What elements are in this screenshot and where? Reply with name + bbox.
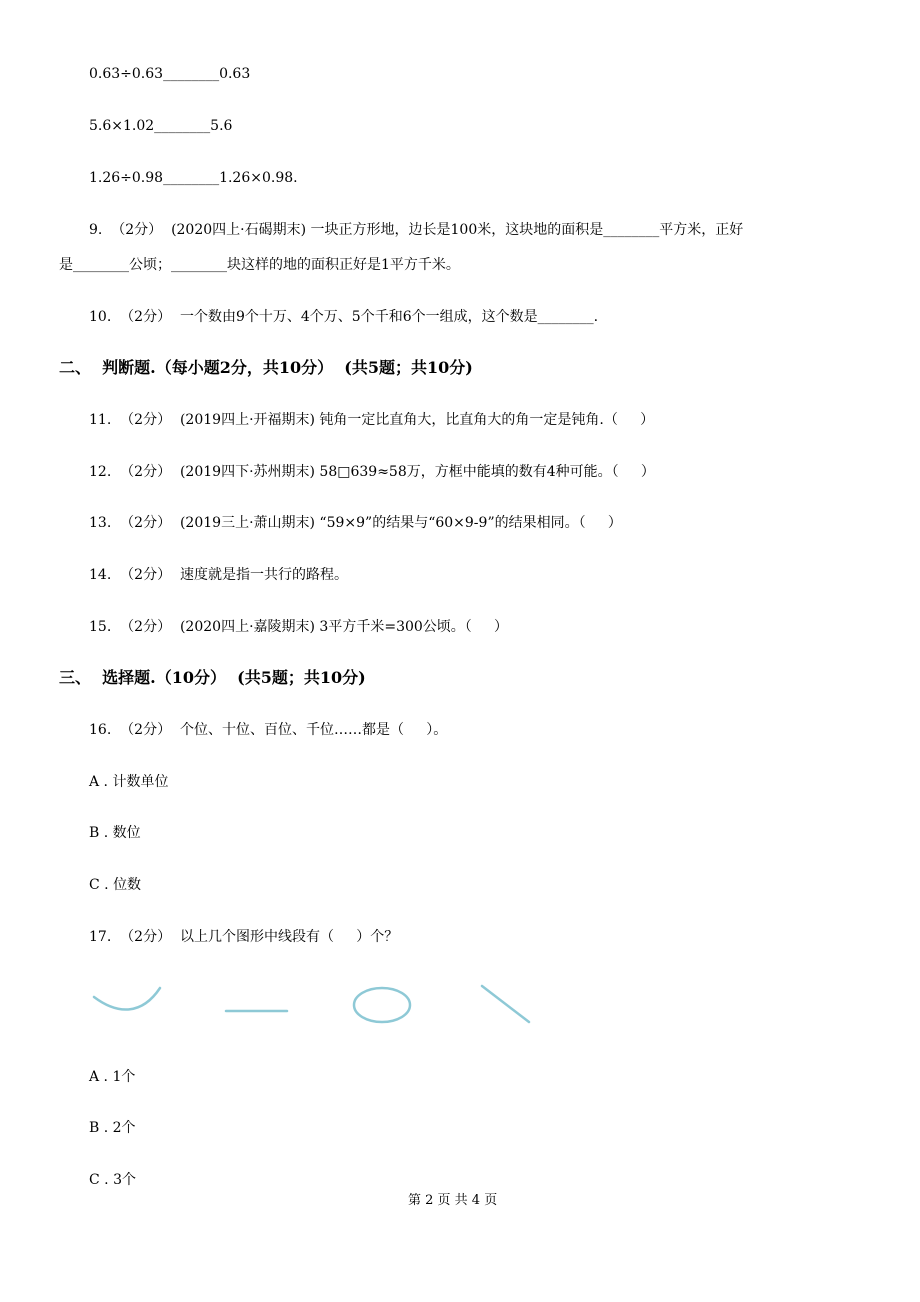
curve-shape bbox=[94, 988, 160, 1010]
question-9-line-1: 9. （2分） (2020四上·石碣期末) 一块正方形地，边长是100米，这块地的面积是________平方米，正好 bbox=[89, 222, 744, 238]
question-9-line-2: 是________公顷；________块这样的地的面积正好是1平方千米。 bbox=[59, 257, 460, 273]
section-2-heading: 二、 判断题.（每小题2分，共10分） (共5题；共10分) bbox=[59, 358, 473, 377]
page-footer: 第 2 页 共 4 页 bbox=[408, 1193, 498, 1208]
question-15: 15. （2分） (2020四上·嘉陵期末) 3平方千米=300公顷。（ ） bbox=[89, 619, 509, 635]
question-17-option-a: A . 1个 bbox=[89, 1069, 136, 1085]
slanted-segment-shape bbox=[482, 986, 529, 1022]
question-16-option-a: A . 计数单位 bbox=[89, 774, 169, 790]
compare-item-2: 5.6×1.02________5.6 bbox=[89, 118, 233, 134]
question-13: 13. （2分） (2019三上·萧山期末) “59×9”的结果与“60×9-9”的结果相同。（ ） bbox=[89, 515, 622, 531]
circle-shape bbox=[354, 988, 410, 1022]
question-16-option-b: B . 数位 bbox=[89, 825, 141, 841]
section-3-heading: 三、 选择题.（10分） (共5题；共10分) bbox=[59, 668, 366, 687]
question-16-option-c: C . 位数 bbox=[89, 877, 142, 893]
question-10: 10. （2分） 一个数由9个十万、4个万、5个千和6个一组成，这个数是________. bbox=[89, 309, 599, 325]
compare-item-3: 1.26÷0.98________1.26×0.98. bbox=[89, 170, 298, 186]
compare-item-1: 0.63÷0.63________0.63 bbox=[89, 66, 251, 82]
question-16: 16. （2分） 个位、十位、百位、千位……都是（ ）。 bbox=[89, 722, 448, 738]
question-14: 14. （2分） 速度就是指一共行的路程。 bbox=[89, 567, 348, 583]
question-17-shapes-figure bbox=[80, 975, 550, 1035]
question-17-option-c: C . 3个 bbox=[89, 1172, 136, 1188]
question-17: 17. （2分） 以上几个图形中线段有（ ）个？ bbox=[89, 929, 399, 945]
question-17-option-b: B . 2个 bbox=[89, 1120, 136, 1136]
question-12: 12. （2分） (2019四下·苏州期末) 58□639≈58万，方框中能填的数有4种可能。（ ） bbox=[89, 464, 655, 480]
question-11: 11. （2分） (2019四上·开福期末) 钝角一定比直角大，比直角大的角一定是钝角.（ ） bbox=[89, 412, 655, 428]
